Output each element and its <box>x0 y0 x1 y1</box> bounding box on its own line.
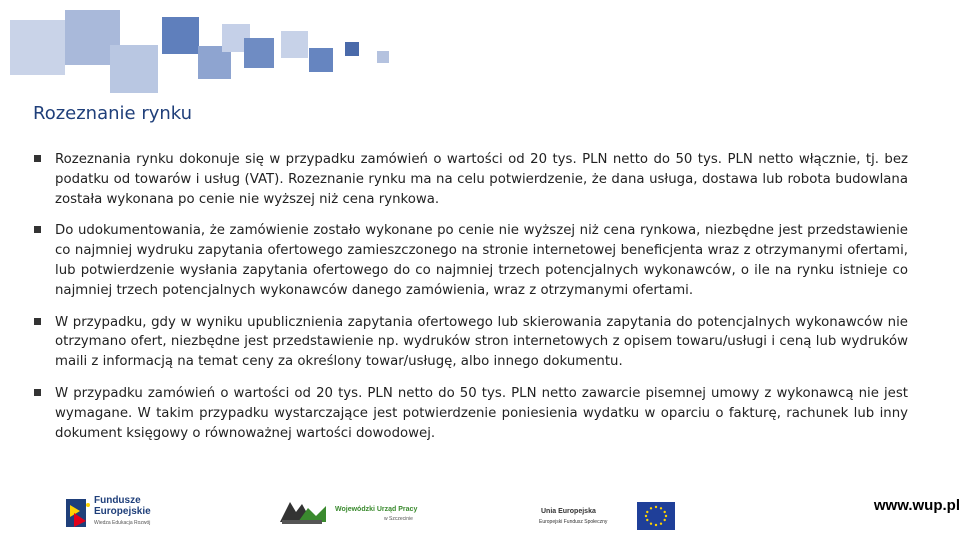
fe-logo-line3: Wiedza Edukacja Rozwój <box>94 520 151 526</box>
fe-logo-line2: Europejskie <box>94 506 151 517</box>
eu-flag-icon <box>637 502 675 530</box>
bullet-square-icon <box>34 155 41 162</box>
bullet-item <box>34 221 908 300</box>
bullet-text: Do udokumentowania, że zamówienie zostało wykonane po cenie nie wyższej niż cena rynkowa, niezbędne jest przedstawienie co najmniej wydruku zapytania ofertowego zamieszczonego na stronie internetowej beneficjenta wraz z otrzymanymi ofertami, lub potwierdzenie wysłania zapytania ofertowego do co najmniej trzech potencjalnych wykonawców, o ile na rynku istnieje co najmniej trzech potencjalnych wykonawców danego zamówienia, wraz z otrzymanymi ofertami. <box>55 223 908 298</box>
bullet-text: W przypadku, gdy w wyniku upublicznienia zapytania ofertowego lub skierowania zapytania do potencjalnych wykonawców nie otrzymano ofert, niezbędne jest przedstawienie np. wydruków stron internetowych z opisem towaru/usługi i ceną lub wydruków maili z informacją na temat ceny za określony towar/usługę, albo innego dokumentu. <box>55 314 908 370</box>
decor-square <box>281 31 308 58</box>
bullet-item <box>34 150 908 209</box>
decor-square <box>309 48 333 72</box>
decor-square <box>345 42 359 56</box>
bullet-item <box>34 384 908 443</box>
ue-logo-line2: Europejski Fundusz Społeczny <box>539 519 608 525</box>
bullet-square-icon <box>34 226 41 233</box>
decor-square <box>110 45 158 93</box>
ue-logo-line1: Unia Europejska <box>541 508 596 515</box>
fundusze-europejskie-logo <box>66 493 176 533</box>
bullet-square-icon <box>34 389 41 396</box>
wup-emblem-icon <box>278 498 328 528</box>
wup-logo-line1: Wojewódzki Urząd Pracy <box>335 506 418 513</box>
bullet-list <box>34 150 908 455</box>
wup-logo-line2: w Szczecinie <box>384 516 413 522</box>
bullet-text: Rozeznania rynku dokonuje się w przypadku zamówień o wartości od 20 tys. PLN netto do 50 tys. PLN netto włącznie, tj. bez podatku od towarów i usług (VAT). Rozeznanie rynku ma na celu potwierdzenie, że dana usługa, dostawa lub robota budowlana została wykonana po cenie nie wyższej niż cena rynkowa. <box>55 152 908 207</box>
decor-square <box>10 20 65 75</box>
decor-square <box>162 17 199 54</box>
fe-logo-line1: Fundusze <box>94 495 141 506</box>
unia-europejska-logo <box>537 498 677 534</box>
decor-square <box>244 38 274 68</box>
bullet-text: W przypadku zamówień o wartości od 20 tys. PLN netto do 50 tys. PLN netto zawarcie pisemnej umowy z wykonawcą nie jest wymagane. W takim przypadku wystarczające jest potwierdzenie poniesienia wydatku w oparciu o fakturę, rachunek lub inny dokument księgowy o równoważnej wartości dowodowej. <box>55 385 908 441</box>
decor-square <box>377 51 389 63</box>
bullet-item <box>34 313 908 372</box>
bullet-square-icon <box>34 318 41 325</box>
fe-star-icon <box>66 495 92 531</box>
slide-title: Rozeznanie rynku <box>33 103 193 124</box>
wup-logo <box>278 498 428 530</box>
website-url[interactable]: www.wup.pl <box>873 497 960 514</box>
